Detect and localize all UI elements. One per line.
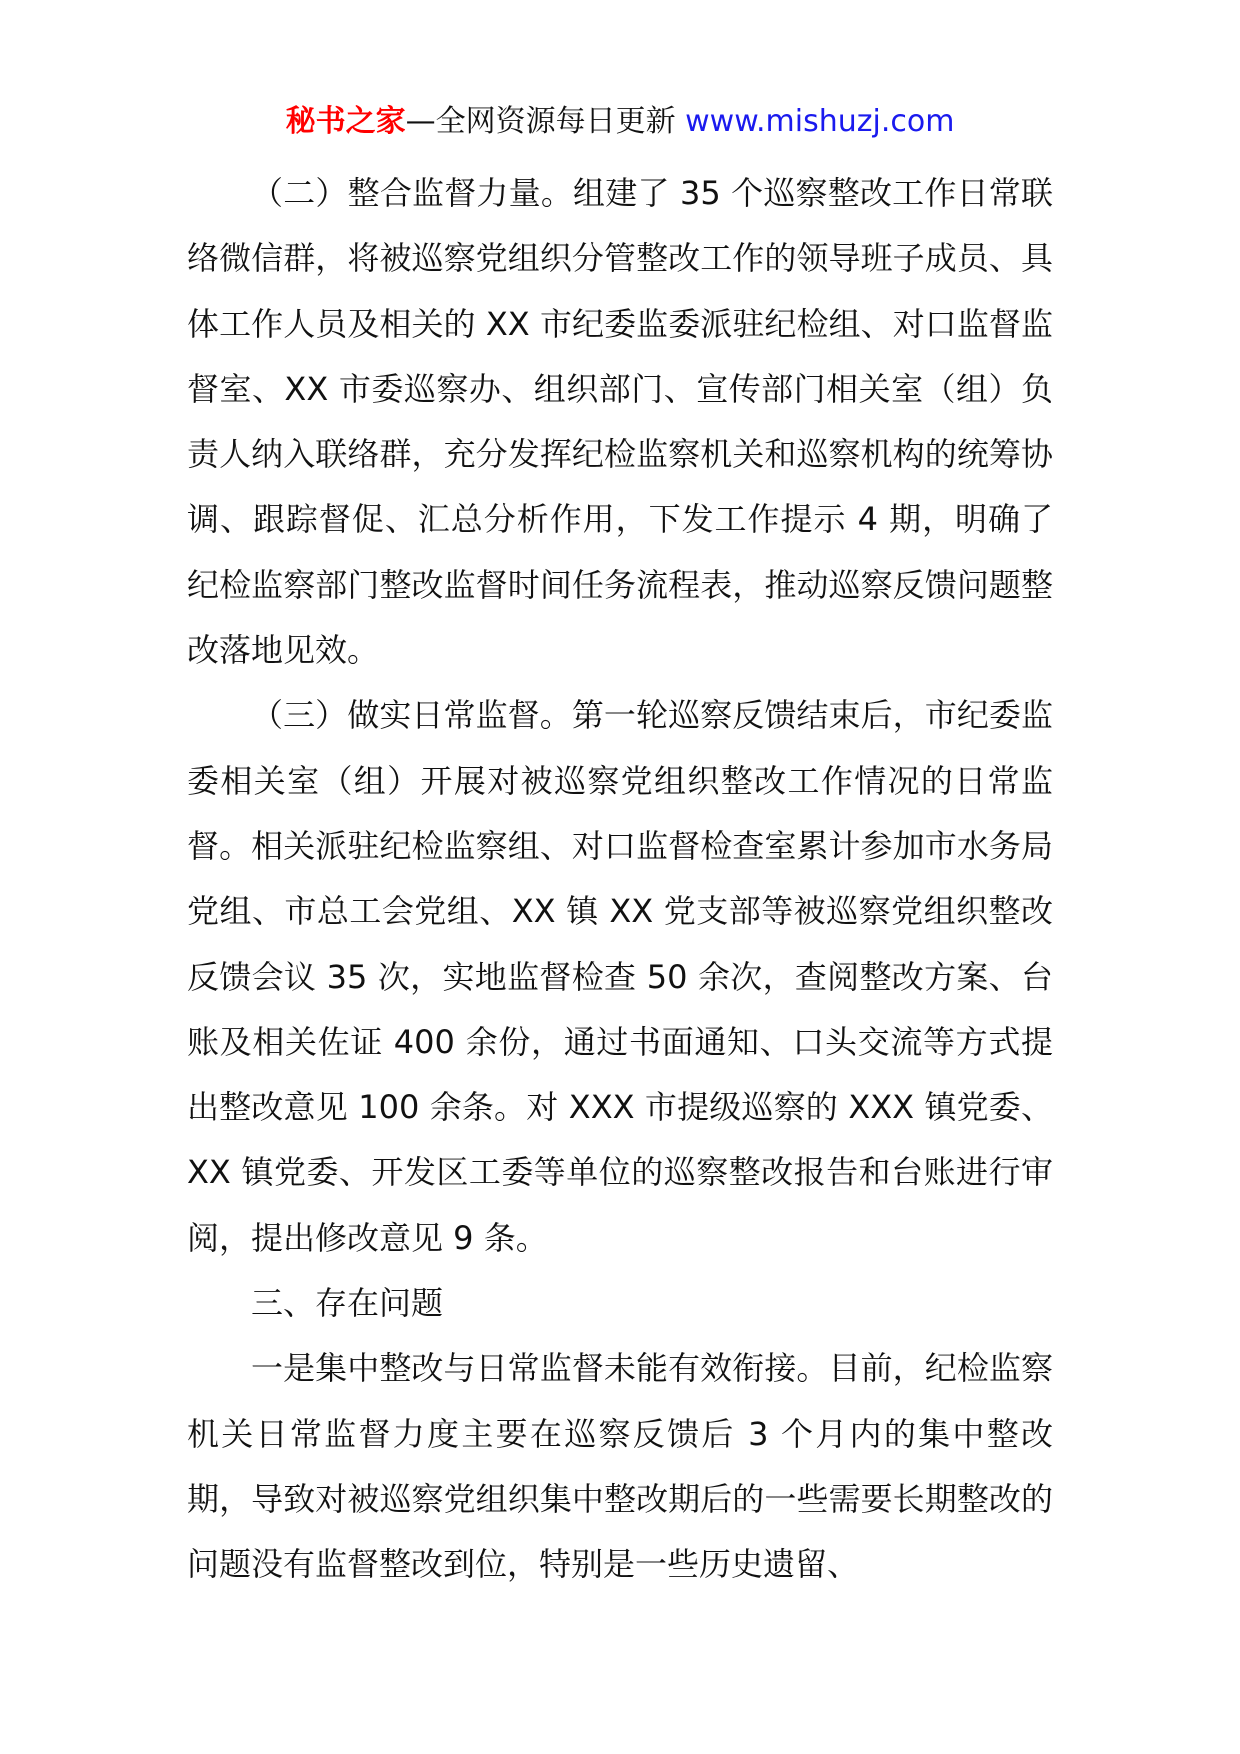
site-header — [0, 102, 1240, 142]
section-heading-problems: 三、存在问题 — [251, 1284, 444, 1323]
paragraph-problem-one: 一是集中整改与日常监督未能有效衔接。目前，纪检监察机关日常监督力度主要在巡察反馈后 3 个月内的集中整改期，导致对被巡察党组织集中整改期后的一些需要长期整改的问题没有监督整改到位，特别是一些历史遗留、 — [187, 1349, 1053, 1584]
paragraph-daily-supervision: （三）做实日常监督。第一轮巡察反馈结束后，市纪委监委相关室（组）开展对被巡察党组织整改工作情况的日常监督。相关派驻纪检监察组、对口监督检查室累计参加市水务局党组、市总工会党组、XX 镇 XX 党支部等被巡察党组织整改反馈会议 35 次，实地监督检查 50 余次，查阅整改方案、台账及相关佐证 400 余份，通过书面通知、口头交流等方式提出整改意见 100 余条。对 XXX 市提级巡察的 XXX 镇党委、XX 镇党委、开发区工委等单位的巡察整改报告和台账进行审阅，提出修改意见 9 条。 — [187, 696, 1053, 1257]
header-tagline: —全网资源每日更新 — [405, 104, 686, 139]
brand-name: 秘书之家 — [285, 104, 406, 139]
paragraph-integrate-supervision: （二）整合监督力量。组建了 35 个巡察整改工作日常联络微信群，将被巡察党组织分管整改工作的领导班子成员、具体工作人员及相关的 XX 市纪委监委派驻纪检组、对口监督监督室、XX 市委巡察办、组织部门、宣传部门相关室（组）负责人纳入联络群，充分发挥纪检监察机关和巡察机构的统筹协调、跟踪督促、汇总分析作用，下发工作提示 4 期，明确了纪检监察部门整改监督时间任务流程表，推动巡察反馈问题整改落地见效。 — [187, 174, 1053, 670]
site-url[interactable]: www.mishuzj.com — [685, 104, 955, 139]
document-body — [187, 161, 1053, 1598]
